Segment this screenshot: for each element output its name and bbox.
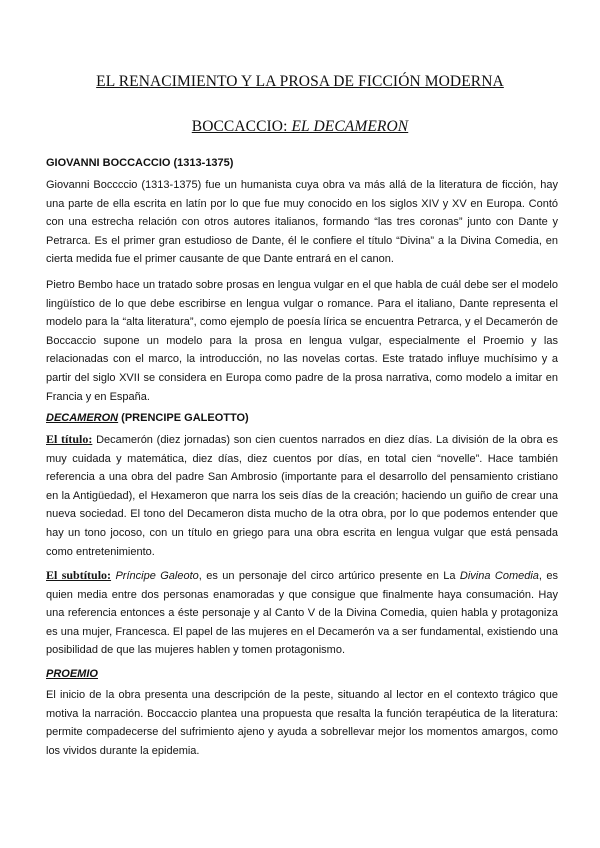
- document-subtitle: [0, 118, 600, 136]
- section-heading-boccaccio: GIOVANNI BOCCACCIO (1313-1375): [46, 157, 234, 169]
- section-heading-decameron: [46, 412, 249, 424]
- paragraph-title: [46, 430, 558, 561]
- lead-subtitle: El subtítulo:: [46, 568, 112, 582]
- section-heading-proemio: [46, 668, 98, 680]
- heading-proemio-text: PROEMIO: [46, 668, 98, 680]
- paragraph-subtitle-a: , es un personaje del circo artúrico presente en La: [198, 570, 460, 582]
- subtitle-name-italic: Príncipe Galeoto: [111, 570, 199, 582]
- paragraph-proemio: El inicio de la obra presenta una descripción de la peste, situando al lector en el contexto trágico que motiva la narración. Boccaccio plantea una propuesta que resalta la función terapéutica de la literatura: permite compadecerse del sufrimiento ajeno y ayuda a sobrellevar mejor los momentos amargos, como los vividos durante la epidemia.: [46, 689, 558, 757]
- paragraph-bembo: Pietro Bembo hace un tratado sobre prosas en lengua vulgar en el que habla de cuál debe ser el modelo lingüístico de lo que debe escribirse en lengua vulgar o romance. Para el italiano, Dante representa el modelo para la “alta literatura”, como ejemplo de poesía lírica se encuentra Petrarca, y el Decamerón de Boccaccio supone un modelo para la prosa en lengua vulgar, especialmente el Proemio y las relacionadas con el marco, la introducción, no las novelas cortas. Este tratado influye muchísimo y a partir del siglo XVII se considera en Europa como padre de la prosa narrativa, como modelo a imitar en Francia y en España.: [46, 279, 558, 403]
- divina-comedia-italic: Divina Comedia: [459, 570, 539, 582]
- paragraph-title-text: Decamerón (diez jornadas) son cien cuentos narrados en diez días. La división de la obra es muy cuidada y matemática, diez días, diez cuentos por días, en total cien “novelle”. Hace también referencia a una obra del padre San Ambrosio (importante para el desarrollo del pensamiento cristiano en la Antigüedad), el Hexameron que narra los seis días de la creación; haciendo un guiño de crear una nueva sociedad. El tono del Decameron dista mucho de la otra obra, por lo que podemos entender que hay un tono jocoso, con un título en griego para una obra escrita en lengua vulgar que está pensada como entretenimiento.: [46, 434, 558, 558]
- paragraph-subtitle-b: , es quien media entre dos personas enamoradas y que consigue que finalmente haya consumación. Hay una referencia entonces a éste personaje y al Canto V de la Divina Comedia, quien habla y protagoniza es una mujer, Francesca. El papel de las mujeres en el Decamerón va a ser fundamental, existiendo una posibilidad de que las mujeres hablen y tomen protagonismo.: [46, 570, 558, 657]
- paragraph-biography: Giovanni Boccccio (1313-1375) fue un humanista cuya obra va más allá de la literatura de ficción, hay una parte de ella escrita en latín por lo que fue muy conocido en los siglos XIV y XV en Europa. Contó con una estrecha relación con otros autores italianos, formando “las tres coronas” junto con Dante y Petrarca. Es el primer gran estudioso de Dante, él le confiere el título “Divina” a la Divina Comedia, en cierta medida fue el primer causante de que Dante entrará en el canon.: [46, 179, 558, 266]
- document-title: EL RENACIMIENTO Y LA PROSA DE FICCIÓN MODERNA: [96, 73, 504, 90]
- heading-decameron-rest: (PRENCIPE GALEOTTO): [118, 412, 249, 424]
- lead-title: El título:: [46, 432, 93, 446]
- subtitle-italic: EL DECAMERON: [291, 118, 409, 135]
- heading-decameron-italic: DECAMERON: [46, 412, 119, 424]
- paragraph-subtitle: [46, 566, 558, 660]
- subtitle-plain: BOCCACCIO:: [191, 118, 292, 135]
